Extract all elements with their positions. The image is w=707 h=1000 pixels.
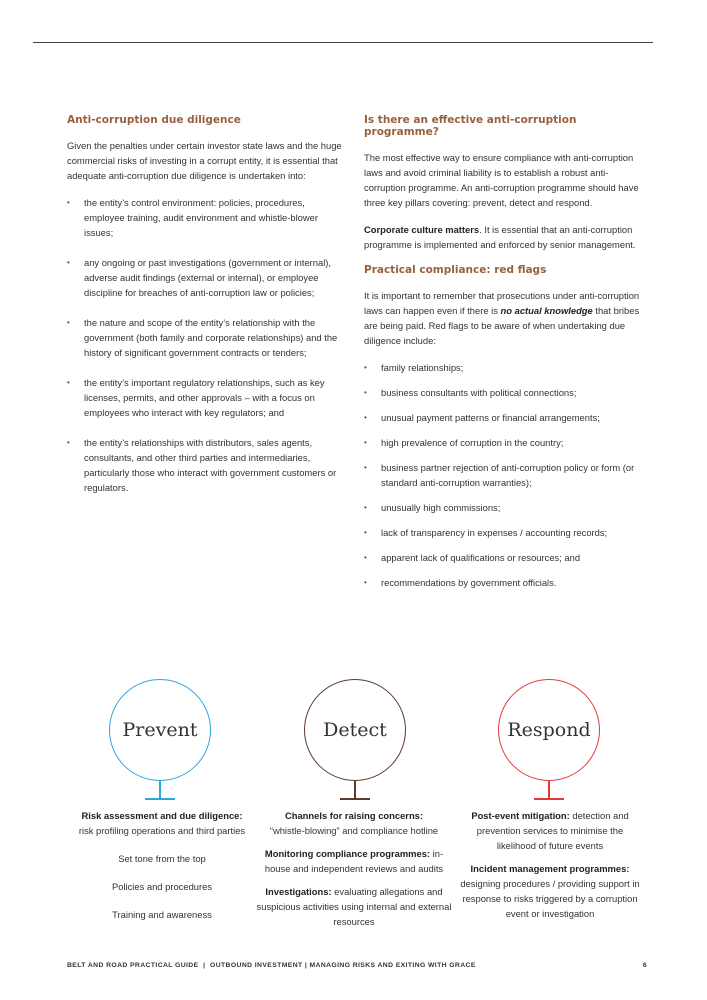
prevent-item-1-text: risk profiling operations and third parties: [78, 825, 246, 836]
respond-item-1-text: detection and prevention services to minimise the likelihood of future events: [476, 810, 629, 851]
due-diligence-list: [67, 195, 347, 495]
detect-details: [256, 808, 452, 937]
page-footer: [67, 962, 647, 969]
respond-item-2: [457, 861, 643, 921]
prevent-item-1-bold: Risk assessment and due diligence:: [81, 810, 243, 821]
list-item: • recommendations by government officials.: [364, 575, 644, 590]
programme-heading: Is there an effective anti-corruption programme?: [364, 114, 577, 138]
prevent-stem: [159, 781, 161, 798]
prevent-item-4: Training and awareness: [112, 909, 212, 920]
detect-circle: Detect: [304, 679, 406, 781]
respond-pillar: [496, 679, 616, 801]
list-item: • apparent lack of qualifications or resources; and: [364, 550, 644, 565]
prevent-item-1: [72, 808, 252, 838]
detect-item-1-text: “whistle-blowing” and compliance hotline: [269, 825, 439, 836]
right-column: [364, 114, 644, 600]
respond-item-1-bold: Post-event mitigation:: [471, 810, 570, 821]
due-diligence-intro: Given the penalties under certain investor state laws and the huge commercial risks of investing in a corrupt entity, it is essential that adequate anti-corruption due diligence is undertaken into:: [67, 140, 342, 181]
list-item: • high prevalence of corruption in the country;: [364, 435, 644, 450]
red-flags-emphasis: no actual knowledge: [500, 305, 593, 316]
list-item: • unusual payment patterns or financial arrangements;: [364, 410, 644, 425]
respond-item-2-text: designing procedures / providing support in response to risks triggered by a corruption event or investigation: [460, 878, 640, 919]
list-item: • the nature and scope of the entity’s relationship with the government (both family and corporate relationships) and the history of significant government contracts or tenders;: [67, 315, 347, 360]
red-flags-intro-a: It is important to remember that prosecutions under anti-corruption laws can happen even if there is: [364, 290, 640, 316]
detect-pillar: [302, 679, 422, 801]
prevent-circle: Prevent: [109, 679, 211, 781]
detect-item-2: [256, 846, 452, 876]
respond-item-2-bold: Incident management programmes:: [470, 863, 630, 874]
prevent-pillar: [107, 679, 227, 801]
red-flags-intro: [364, 288, 644, 348]
detect-item-3: [256, 884, 452, 929]
red-flags-list: [364, 360, 644, 590]
red-flags-heading: Practical compliance: red flags: [364, 264, 547, 276]
detect-item-2-text: in-house and independent reviews and audits: [264, 848, 444, 874]
culture-text: . It is essential that an anti-corruption programme is implemented and enforced by senior management.: [364, 224, 636, 250]
detect-item-3-bold: Investigations:: [265, 886, 332, 897]
culture-bold: Corporate culture matters: [364, 224, 480, 235]
detect-item-1-bold: Channels for raising concerns:: [284, 810, 424, 821]
list-item: • the entity’s relationships with distributors, sales agents, consultants, and other third parties and intermediaries, particularly those who interact with government customers or regulators.: [67, 435, 347, 495]
respond-circle: Respond: [498, 679, 600, 781]
left-column: [67, 114, 347, 510]
list-item: • unusually high commissions;: [364, 500, 644, 515]
prevent-item-3: Policies and procedures: [111, 881, 213, 892]
detect-item-2-bold: Monitoring compliance programmes:: [264, 848, 431, 859]
list-item: • business partner rejection of anti-corruption policy or form (or standard anti-corruption warranties);: [364, 460, 644, 490]
respond-details: [457, 808, 643, 929]
detect-base: [340, 798, 370, 800]
respond-base: [534, 798, 564, 800]
culture-paragraph: [364, 222, 644, 252]
list-item: • the entity’s important regulatory relationships, such as key licenses, permits, and other approvals – with a focus on employees who interact with key regulators; and: [67, 375, 347, 420]
list-item: • family relationships;: [364, 360, 644, 375]
prevent-base: [145, 798, 175, 800]
prevent-item-2: Set tone from the top: [118, 853, 206, 864]
detect-stem: [354, 781, 356, 798]
list-item: • business consultants with political connections;: [364, 385, 644, 400]
page-number: 6: [642, 962, 647, 969]
top-divider: [33, 42, 653, 43]
respond-stem: [548, 781, 550, 798]
due-diligence-heading: Anti-corruption due diligence: [67, 114, 241, 126]
detect-item-3-text: evaluating allegations and suspicious activities using internal and external resources: [256, 886, 452, 927]
list-item: • lack of transparency in expenses / accounting records;: [364, 525, 644, 540]
programme-intro: The most effective way to ensure compliance with anti-corruption laws and avoid criminal liability is to establish a robust anti-corruption programme. An anti-corruption programme should have three key pillars covering: prevent, detect and respond.: [364, 152, 639, 208]
prevent-details: [72, 808, 252, 935]
respond-item-1: [457, 808, 643, 853]
list-item: • the entity’s control environment: policies, procedures, employee training, audit environment and whistle-blower issues;: [67, 195, 347, 240]
list-item: • any ongoing or past investigations (government or internal), adverse audit findings (external or internal), or employee discipline for breaches of anti-corruption law or policies;: [67, 255, 347, 300]
detect-item-1: [256, 808, 452, 838]
red-flags-intro-b: that bribes are being paid. Red flags to be aware of when undertaking due diligence include:: [364, 305, 640, 346]
footer-text: BELT AND ROAD PRACTICAL GUIDE | OUTBOUND INVESTMENT | MANAGING RISKS AND EXITING WITH GRACE: [67, 962, 476, 969]
